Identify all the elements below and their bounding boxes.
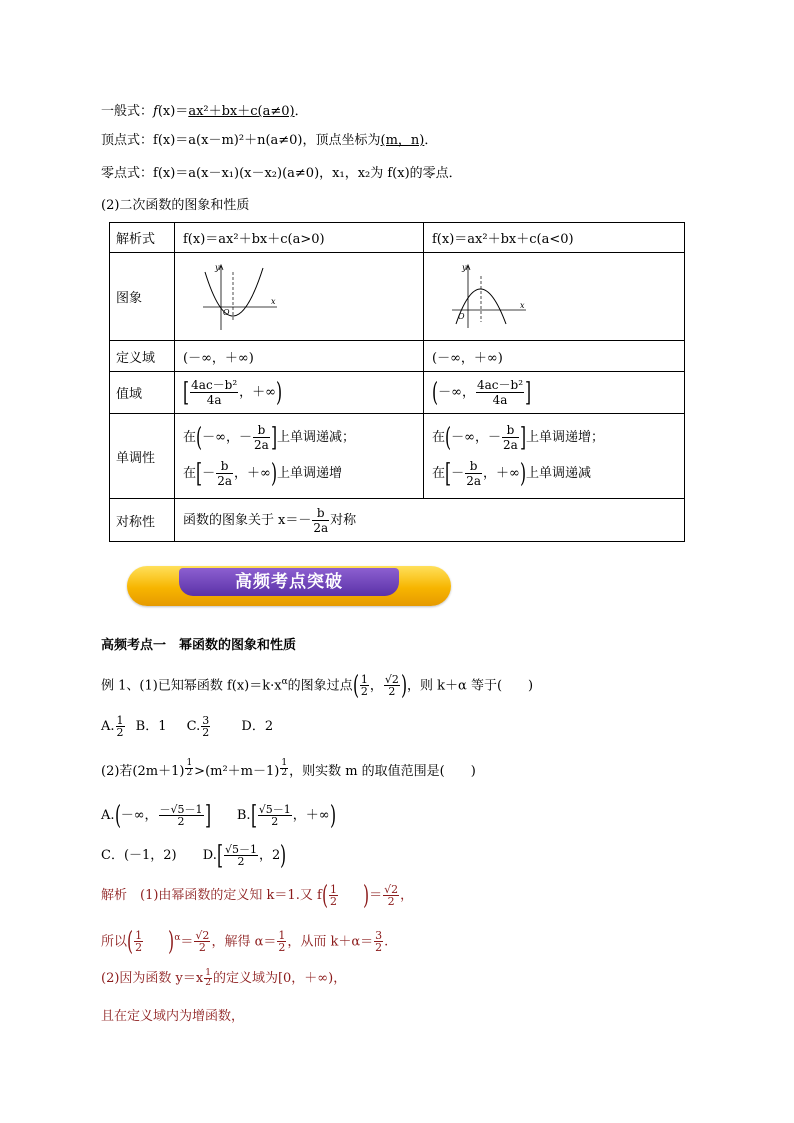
example-q2-options-ab: A.(－∞， $\frac{-√5-1}{2}$ ] B.[ $\frac{√5-1}{2}$ ，＋∞): [101, 800, 336, 831]
quadratic-properties-table: [109, 222, 685, 542]
downward-parabola-graph: [450, 262, 530, 332]
y-axis-label: y: [462, 262, 467, 272]
solution-line1: 解析 (1)由幂函数的定义知 k＝1.又 f( $\frac{1}{2}$ )＝ $\frac{√2}{2}$ ，: [101, 880, 414, 911]
solution-line3: (2)因为函数 y＝x $\frac{1}{2}$ 的定义域为[0，＋∞)，: [101, 968, 347, 988]
table-row: 图象 y x O y x O: [110, 253, 685, 341]
table-row: 对称性 函数的图象关于 x＝－ $\frac{b}{2a}$ 对称: [110, 499, 685, 542]
section-banner: [127, 566, 451, 606]
origin-label: O: [223, 307, 230, 317]
example-q2: (2)若(2m＋1) $\frac{1}{2}$ >(m²＋m－1) $\frac{1}{2}$ ，则实数 m 的取值范围是( ): [101, 758, 476, 779]
range-pos: [ $\frac{\text{4ac－b²}}{4a}$ ，＋∞): [175, 372, 424, 414]
vertex-form: 顶点式：f(x)＝a(x－m)²＋n(a≠0)，顶点坐标为(m，n)．: [101, 133, 438, 148]
x-axis-label: x: [271, 296, 276, 306]
section2-title: (2)二次函数的图象和性质: [101, 198, 250, 213]
origin-label: O: [458, 311, 465, 321]
table-row: 解析式 f(x)＝ax²＋bx＋c(a>0) f(x)＝ax²＋bx＋c(a<0): [110, 223, 685, 253]
range-neg: (－∞， $\frac{\text{4ac－b²}}{4a}$ ]: [424, 372, 685, 414]
x-axis-label: x: [520, 300, 525, 310]
zero-form: 零点式：f(x)＝a(x－x₁)(x－x₂)(a≠0)，x₁，x₂为 f(x)的零点．: [101, 166, 462, 181]
general-form-expr: ax²＋bx＋c(a≠0): [188, 104, 295, 119]
solution-line2: 所以( $\frac{1}{2}$ )$^\alpha$＝ $\frac{√2}{2}$ ，解得 α＝ $\frac{1}{2}$ ，从而 k＋α＝ $\frac{3}{2}$ .: [101, 926, 389, 957]
expr-pos: f(x)＝ax²＋bx＋c(a>0): [175, 223, 424, 253]
general-form: 一般式：f(x)＝ax²＋bx＋c(a≠0)．: [101, 104, 308, 119]
example-q1: 例 1、(1)已知幂函数 $f(x)=k\cdot x^\alpha$的图象过点( $\frac{1}{2}$ ， $\frac{√2}{2}$ )，则 k＋α 等于( ): [101, 670, 534, 701]
table-row: 值域 [ $\frac{\text{4ac－b²}}{4a}$ ，＋∞) (－∞， $\frac{\text{4ac－b²}}{4a}$ ]: [110, 372, 685, 414]
mono-neg: 在(－∞，－ $\frac{b}{2a}$ ]上单调递增； 在[－ $\frac{b}{2a}$ ，＋∞)上单调递减: [424, 414, 685, 499]
symmetry-text: 函数的图象关于 x＝－ $\frac{b}{2a}$ 对称: [175, 499, 685, 542]
expr-neg: f(x)＝ax²＋bx＋c(a<0): [424, 223, 685, 253]
mono-pos: 在(－∞，－ $\frac{b}{2a}$ ]上单调递减； 在[－ $\frac{b}{2a}$ ，＋∞)上单调递增: [175, 414, 424, 499]
upward-parabola-graph: [201, 262, 281, 332]
solution-line4: 且在定义域内为增函数，: [101, 1009, 245, 1024]
example-q1-options: A. $\frac{1}{2}$ B．1 C. $\frac{3}{2}$ D．2: [101, 714, 274, 739]
table-row: 定义域 (－∞，＋∞) (－∞，＋∞): [110, 341, 685, 372]
banner-title: 高频考点突破: [179, 568, 399, 596]
y-axis-label: y: [215, 262, 220, 272]
topic-heading: 高频考点一 幂函数的图象和性质: [101, 638, 297, 653]
table-row: 单调性 在(－∞，－ $\frac{b}{2a}$ ]上单调递减； 在[－ $\frac{b}{2a}$ ，＋∞)上单调递增 在(－∞，－ $\frac{b}{2a}$ ]上单调递增； 在[－ $\frac{b}{2a}$ ，＋∞)上单调递减: [110, 414, 685, 499]
example-q2-options-cd: C．(－1，2) D.[ $\frac{√5-1}{2}$ ，2): [101, 840, 287, 871]
